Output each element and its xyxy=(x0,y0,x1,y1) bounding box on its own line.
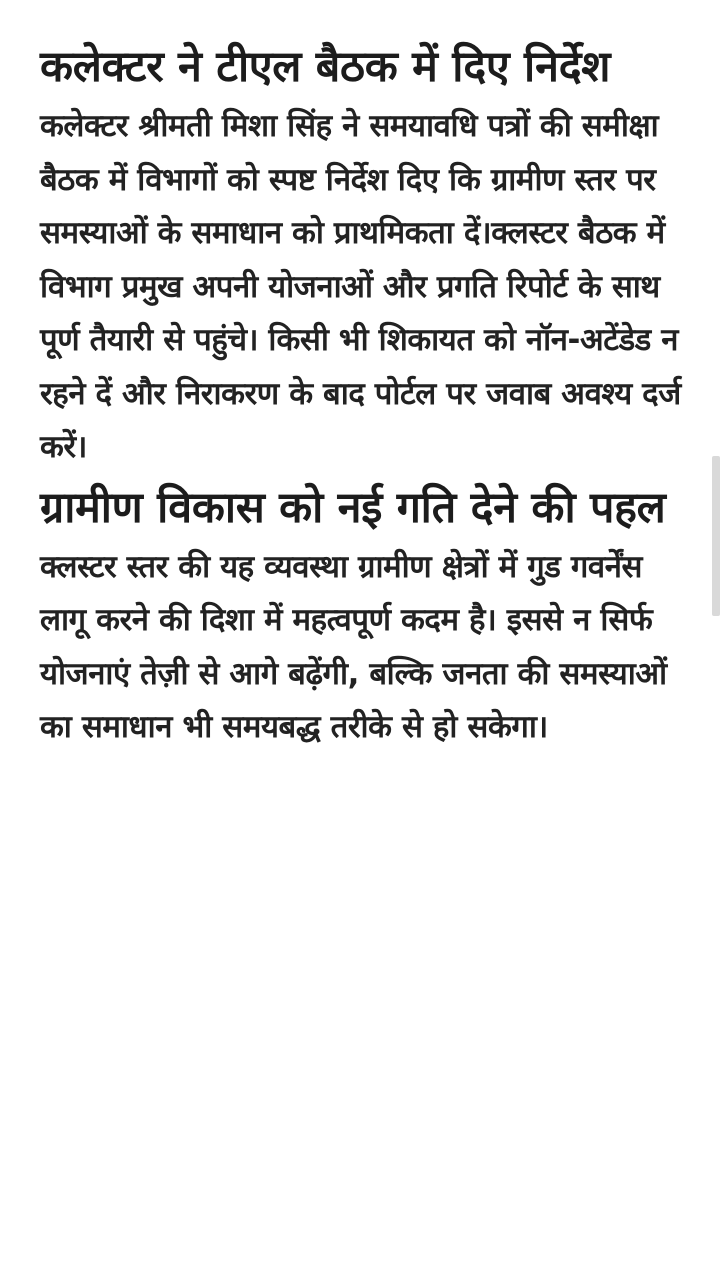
section-heading: ग्रामीण विकास को नई गति देने की पहल xyxy=(40,482,666,533)
scrollbar[interactable] xyxy=(712,456,720,616)
section-paragraph: क्लस्टर स्तर की यह व्यवस्था ग्रामीण क्षेत्रों में गुड गवर्नेंस लागू करने की दिशा में महत्वपूर्ण कदम है। इससे न सिर्फ योजनाएं तेज़ी से आगे बढ़ेंगी, बल्कि जनता की समस्याओं का समाधान भी समयबद्ध तरीके से हो सकेगा। xyxy=(40,548,667,745)
section-heading: कलेक्टर ने टीएल बैठक में दिए निर्देश xyxy=(40,42,611,92)
article-body xyxy=(40,34,688,755)
section-paragraph: कलेक्टर श्रीमती मिशा सिंह ने समयावधि पत्रों की समीक्षा बैठक में विभागों को स्पष्ट निर्देश दिए कि ग्रामीण स्तर पर समस्याओं के समाधान को प्राथमिकता दें।क्लस्टर बैठक में विभाग प्रमुख अपनी योजनाओं और प्रगति रिपोर्ट के साथ पूर्ण तैयारी से पहुंचे। किसी भी शिकायत को नॉन-अटेंडेड न रहने दें और निराकरण के बाद पोर्टल पर जवाब अवश्य दर्ज करें। xyxy=(40,108,681,465)
